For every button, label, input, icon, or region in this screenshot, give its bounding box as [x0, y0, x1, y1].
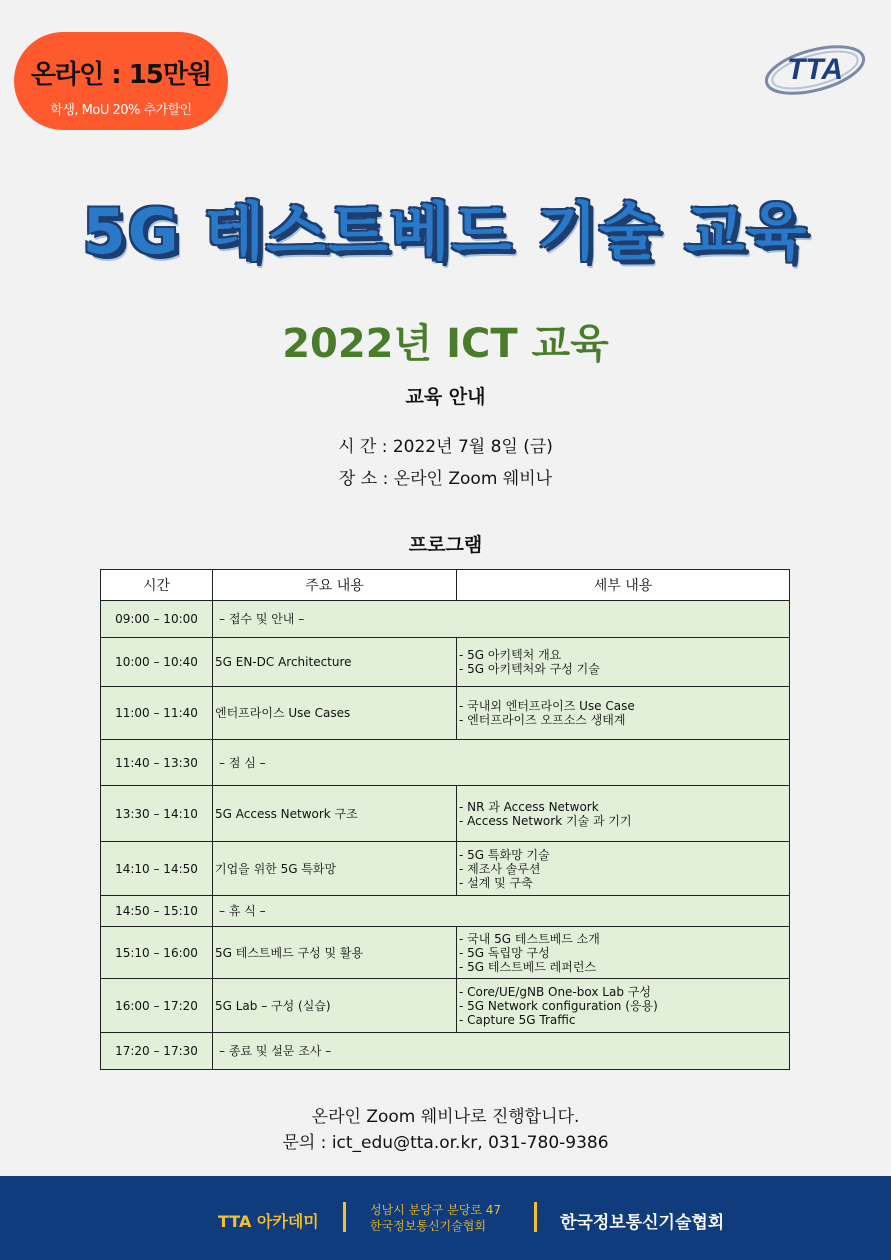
row-time: 14:10 – 14:50: [101, 842, 213, 896]
footer-bar: [0, 1176, 891, 1260]
row-topic: 5G 테스트베드 구성 및 활용: [213, 927, 457, 979]
table-row: [101, 638, 790, 687]
row-topic: 기업을 위한 5G 특화망: [213, 842, 457, 896]
table-header-row: [101, 570, 790, 601]
detail-item: - 5G Network configuration (응용): [459, 998, 658, 1013]
col-header-time: 시간: [101, 570, 213, 601]
row-time: 13:30 – 14:10: [101, 786, 213, 842]
contact-text: 문의 : ict_edu@tta.or.kr, 031-780-9386: [282, 1133, 609, 1153]
row-details: [457, 786, 790, 842]
detail-item: - Core/UE/gNB One-box Lab 구성: [459, 984, 651, 999]
table-row: [101, 601, 790, 638]
col-header-detail: 세부 내용: [457, 570, 790, 601]
row-details: [457, 842, 790, 896]
academy-name: TTA 아카데미: [218, 1212, 319, 1231]
org-name: 한국정보통신기술협회: [560, 1213, 725, 1233]
info-heading: 교육 안내: [405, 386, 486, 408]
table-row: [101, 896, 790, 927]
row-time: 09:00 – 10:00: [101, 601, 213, 638]
table-row: [101, 687, 790, 740]
program-table: [100, 569, 790, 1070]
row-topic: – 종료 및 설문 조사 –: [213, 1033, 790, 1070]
row-time: 14:50 – 15:10: [101, 896, 213, 927]
address-org: 한국정보통신기술협회: [370, 1219, 486, 1233]
row-time: 17:20 – 17:30: [101, 1033, 213, 1070]
tta-logo: [760, 40, 870, 100]
info-time: 시 간 : 2022년 7월 8일 (금): [338, 437, 553, 457]
notice-text: 온라인 Zoom 웨비나로 진행합니다.: [311, 1107, 580, 1127]
row-details: [457, 638, 790, 687]
footer-address: [370, 1202, 501, 1234]
sub-title: 2022년 ICT 교육: [282, 321, 609, 367]
detail-item: - Capture 5G Traffic: [459, 1012, 576, 1027]
detail-item: - 국내 5G 테스트베드 소개: [459, 931, 600, 946]
row-details: [457, 687, 790, 740]
table-row: [101, 979, 790, 1033]
row-time: 11:40 – 13:30: [101, 740, 213, 786]
row-topic: – 접수 및 안내 –: [213, 601, 790, 638]
table-row: [101, 786, 790, 842]
detail-item: - Access Network 기술 과 기기: [459, 813, 632, 828]
detail-item: - 5G 테스트베드 레퍼런스: [459, 959, 597, 974]
row-time: 16:00 – 17:20: [101, 979, 213, 1033]
detail-item: - 5G 독립망 구성: [459, 945, 550, 960]
table-row: [101, 927, 790, 979]
detail-item: - NR 과 Access Network: [459, 799, 599, 814]
detail-item: - 5G 아키텍처와 구성 기술: [459, 662, 600, 676]
price-text: 온라인 : 15만원: [30, 60, 212, 90]
main-title: 5G 테스트베드 기술 교육: [82, 195, 809, 268]
table-row: [101, 1033, 790, 1070]
row-time: 15:10 – 16:00: [101, 927, 213, 979]
footer-divider: [343, 1202, 346, 1232]
discount-text: 학생, MoU 20% 추가할인: [50, 103, 192, 118]
col-header-topic: 주요 내용: [213, 570, 457, 601]
row-details: [457, 979, 790, 1033]
row-details: [457, 927, 790, 979]
table-row: [101, 740, 790, 786]
detail-item: - 5G 아키텍처 개요: [459, 648, 562, 662]
detail-item: - 국내외 엔터프라이즈 Use Case: [459, 699, 635, 713]
row-topic: 엔터프라이스 Use Cases: [213, 687, 457, 740]
footer-divider: [534, 1202, 537, 1232]
info-place: 장 소 : 온라인 Zoom 웨비나: [338, 469, 553, 489]
row-topic: 5G Access Network 구조: [213, 786, 457, 842]
program-heading: 프로그램: [408, 534, 483, 556]
detail-item: - 엔터프라이즈 오프소스 생태계: [459, 713, 626, 727]
address-line: 성남시 분당구 분당로 47: [370, 1203, 502, 1217]
table-row: [101, 842, 790, 896]
row-time: 10:00 – 10:40: [101, 638, 213, 687]
row-topic: 5G EN-DC Architecture: [213, 638, 457, 687]
detail-item: - 5G 특화망 기술: [459, 847, 550, 862]
row-topic: 5G Lab – 구성 (실습): [213, 979, 457, 1033]
detail-item: - 설계 및 구축: [459, 875, 533, 890]
row-topic: – 휴 식 –: [213, 896, 790, 927]
detail-item: - 제조사 솔루션: [459, 861, 541, 876]
row-time: 11:00 – 11:40: [101, 687, 213, 740]
price-badge: [14, 32, 228, 130]
logo-text: TTA: [786, 53, 844, 86]
row-topic: – 점 심 –: [213, 740, 790, 786]
